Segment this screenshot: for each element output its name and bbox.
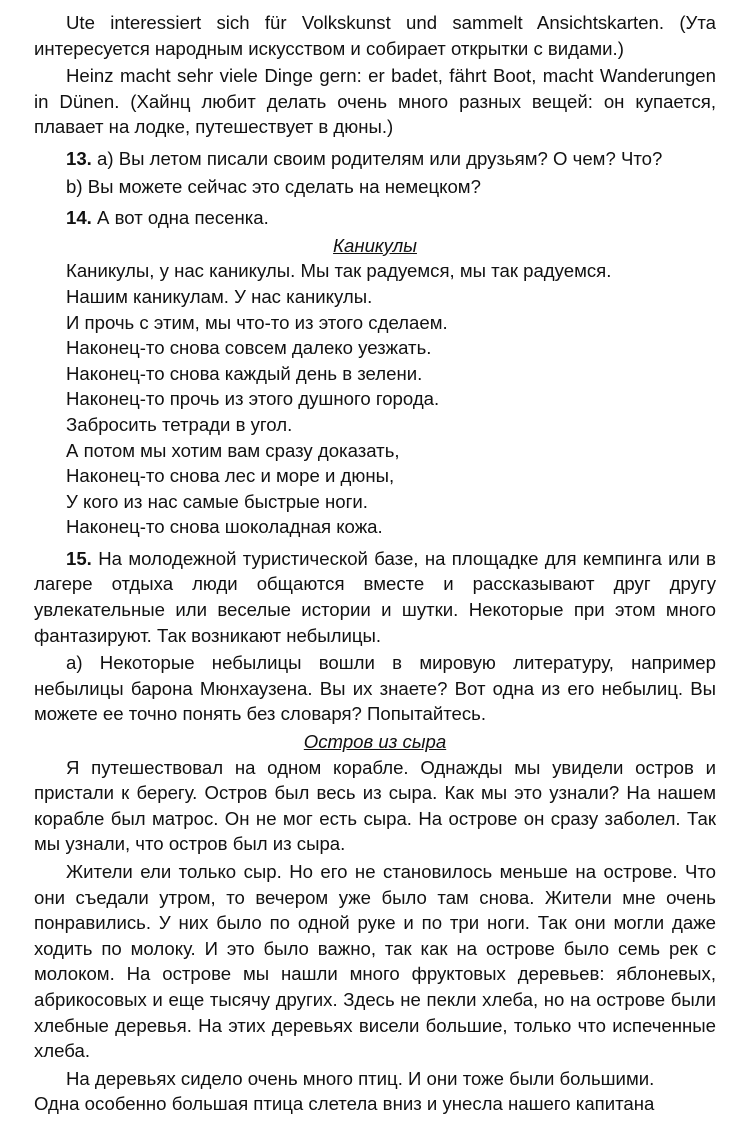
song-line: Нашим каникулам. У нас каникулы.	[66, 285, 373, 307]
song-title: Каникулы	[333, 234, 417, 256]
task-15	[34, 546, 716, 648]
task-14-text: А вот одна песенка.	[97, 207, 269, 229]
task-13-number: 13.	[66, 147, 92, 169]
song-line: Наконец-то снова лес и море и дюны,	[66, 465, 395, 487]
task-15-text: На молодежной туристической базе, на площадке для кемпинга или в лагере отдыха люди общаются вместе и рассказывают друг другу увлекательные или веселые истории и шутки. Некоторые при этом много фантазируют. Так возникают небылицы.	[34, 547, 716, 646]
song-line: Наконец-то прочь из этого душного города.	[66, 388, 440, 410]
intro-paragraph-heinz: Heinz macht sehr viele Dinge gern: er badet, fährt Boot, macht Wanderungen in Dünen. (Хайнц любит делать очень много разных вещей: он купается, плавает на лодке, путешествует в дюны.)	[34, 65, 716, 138]
song-lyrics	[34, 258, 716, 540]
song-line: И прочь с этим, мы что-то из этого сделаем.	[66, 311, 448, 333]
task-14	[34, 205, 716, 231]
song-line: Наконец-то снова совсем далеко уезжать.	[66, 337, 432, 359]
song-line: У кого из нас самые быстрые ноги.	[66, 490, 368, 512]
task-15-question-a: а) Некоторые небылицы вошли в мировую литературу, например небылицы барона Мюнхаузена. Вы их знаете? Вот одна из его небылиц. Вы можете ее точно понять без словаря? Попытайтесь.	[34, 652, 716, 725]
task-13-question-b: b) Вы можете сейчас это сделать на немецком?	[66, 175, 481, 197]
intro-paragraph-ute: Ute interessiert sich für Volkskunst und sammelt Ansichtskarten. (Ута интересуется народным искусством и собирает открытки с видами.)	[34, 12, 716, 59]
task-14-number: 14.	[66, 207, 92, 229]
song-line: Каникулы, у нас каникулы. Мы так радуемся, мы так радуемся.	[66, 260, 612, 282]
story-paragraph-line: Одна особенно большая птица слетела вниз и унесла нашего капитана	[34, 1093, 655, 1115]
song-line: Наконец-то снова каждый день в зелени.	[66, 362, 423, 384]
task-13-question-a	[34, 146, 716, 172]
story-paragraph: Жители ели только сыр. Но его не становилось меньше на острове. Что они съедали утром, то вечером уже было там снова. Жители мне очень понравились. У них было по одной руке и по три ноги. Так они могли даже ходить по молоку. И это было важно, так как на острове было семь рек с молоком. На острове мы нашли много фруктовых деревьев: яблоневых, абрикосовых и еще тысячу других. Здесь не пекли хлеба, но на острове были хлебные деревья. На этих деревьях висели большие, только что испеченные хлеба.	[34, 861, 716, 1062]
story-title: Остров из сыра	[303, 731, 447, 753]
story-paragraph-line: На деревьях сидело очень много птиц. И они тоже были большими.	[66, 1067, 655, 1089]
story-paragraph	[34, 1066, 716, 1117]
song-line: Забросить тетради в угол.	[66, 413, 293, 435]
song-line: Наконец-то снова шоколадная кожа.	[66, 516, 383, 538]
story-paragraph: Я путешествовал на одном корабле. Однажды мы увидели остров и пристали к берегу. Остров был весь из сыра. Как мы это узнали? На нашем корабле был матрос. Он не мог есть сыра. На острове он сразу заболел. Так мы узнали, что остров был из сыра.	[34, 756, 716, 855]
task-13-text-a: а) Вы летом писали своим родителям или друзьям? О чем? Что?	[97, 147, 663, 169]
document-page	[34, 10, 716, 1117]
song-line: А потом мы хотим вам сразу доказать,	[66, 439, 400, 461]
task-15-number: 15.	[66, 547, 92, 569]
